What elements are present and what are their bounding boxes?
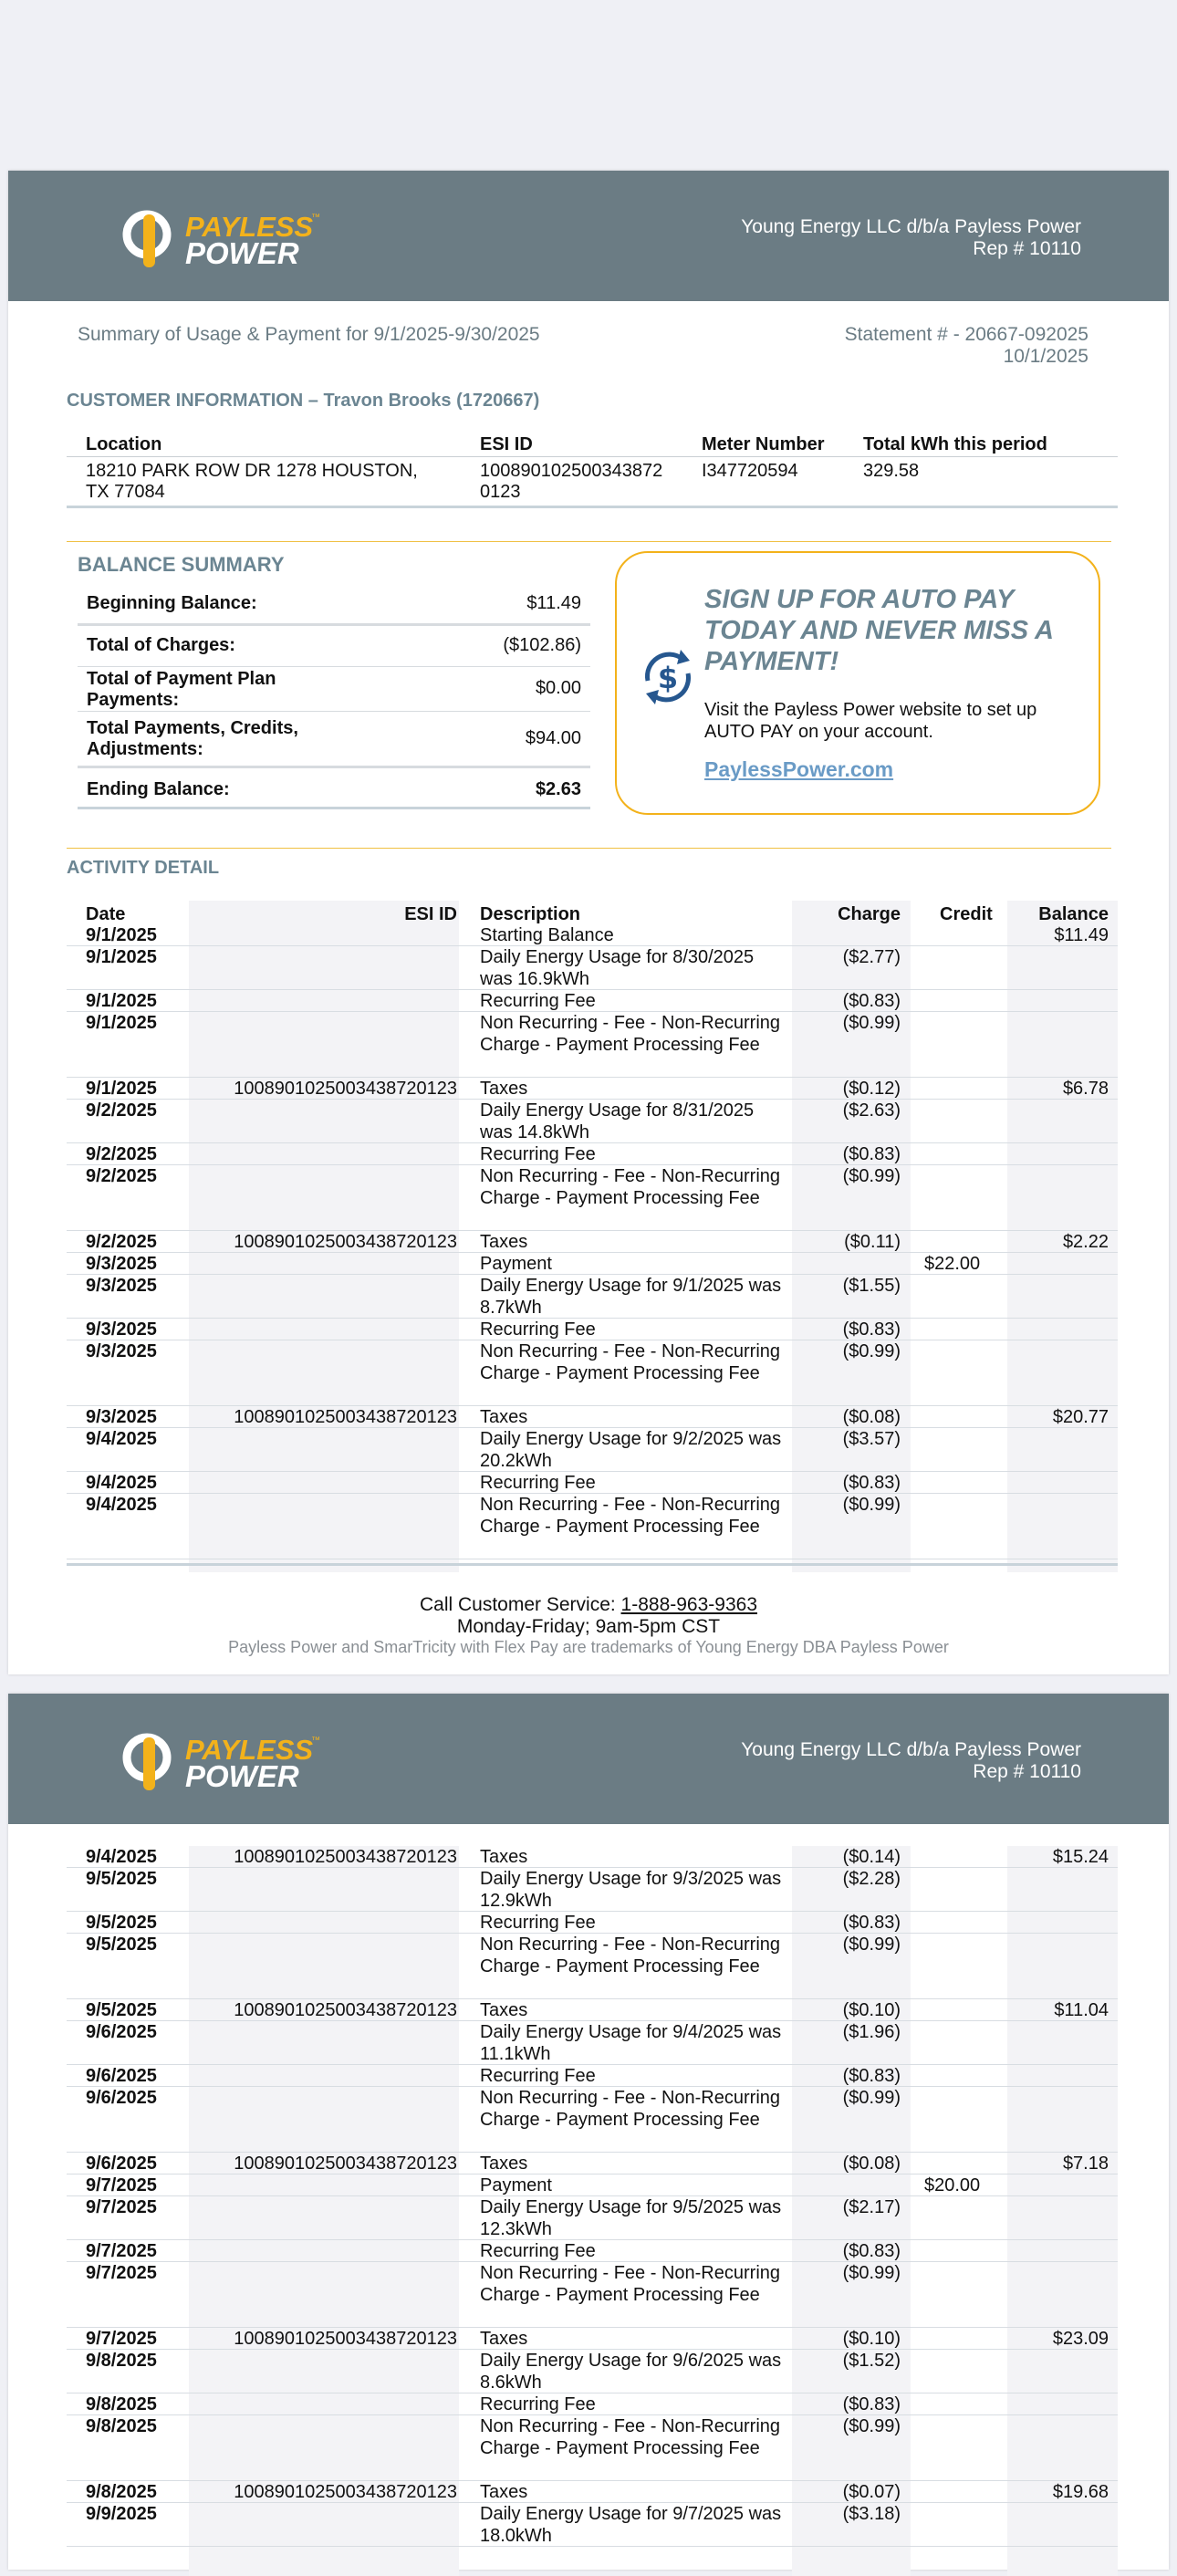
row-esi-id: 1008901025003438720123 [234,2482,457,2502]
table-row [67,2503,1118,2547]
row-charge: ($0.14) [842,1847,901,1867]
row-charge: ($2.17) [842,2197,901,2217]
row-charge: ($0.99) [842,1935,901,1955]
table-row [67,1934,1118,1999]
row-date: 9/7/2025 [86,2263,157,2283]
row-date: 9/5/2025 [86,1869,157,1889]
row-description: Taxes [480,1847,528,1867]
table-row [67,2262,1118,2328]
row-description: Starting Balance [480,925,614,945]
row-date: 9/7/2025 [86,2329,157,2349]
activity-header-row [67,901,1118,924]
summary-title: Summary of Usage & Payment for 9/1/2025-9/30/2025 [78,324,540,345]
table-row [67,2065,1118,2087]
table-row [67,1846,1118,1868]
call-label: Call Customer Service: [419,1594,621,1615]
row-date: 9/1/2025 [86,991,157,1011]
row-date: 9/7/2025 [86,2197,157,2217]
table-row [67,2328,1118,2350]
table-row [67,1078,1118,1100]
payless-website-link[interactable]: PaylessPower.com [704,757,894,781]
row-description: Non Recurring - Fee - Non-Recurring Charge - Payment Processing Fee [480,1935,781,1976]
total-charges-value: ($102.86) [503,635,581,655]
row-date: 9/1/2025 [86,925,157,945]
location-value [86,461,418,503]
row-date: 9/4/2025 [86,1429,157,1449]
row-description: Recurring Fee [480,1473,596,1493]
col-total-kwh: Total kWh this period [863,434,1047,454]
row-charge: ($0.83) [842,1319,901,1340]
table-row [67,990,1118,1012]
payless-power-logo [120,205,339,271]
dollar-cycle-icon [635,644,701,710]
table-row [67,2153,1118,2174]
table-row [67,1231,1118,1253]
row-description: Taxes [480,2000,528,2020]
svg-text:PAYLESS: PAYLESS [185,211,314,243]
statement-page-1 [8,171,1169,1674]
row-description: Taxes [480,2482,528,2502]
row-charge: ($0.07) [842,2482,901,2502]
row-description: Taxes [480,1407,528,1427]
activity-table-page-2 [67,1846,1118,2576]
row-charge: ($0.99) [842,2416,901,2436]
row-description: Recurring Fee [480,2066,596,2086]
row-date: 9/2/2025 [86,1232,157,1252]
payment-plan-value: $0.00 [535,678,581,698]
row-date: 9/7/2025 [86,2175,157,2195]
table-row [67,1012,1118,1078]
row-date: 9/9/2025 [86,2504,157,2524]
row-date: 9/5/2025 [86,2000,157,2020]
activity-rows-page-1 [67,924,1118,1559]
location-line-2: TX 77084 [86,482,165,502]
payment-plan-label: Total of Payment Plan Payments: [87,669,276,710]
table-row [67,2087,1118,2153]
location-line-1: 18210 PARK ROW DR 1278 HOUSTON, [86,461,418,481]
row-charge: ($0.83) [842,991,901,1011]
esi-line-1: 100890102500343872 [480,461,663,481]
row-date: 9/8/2025 [86,2482,157,2502]
row-description: Recurring Fee [480,2394,596,2414]
row-charge: ($0.83) [842,1144,901,1164]
row-charge: ($0.99) [842,1013,901,1033]
row-description: Payment [480,2175,552,2195]
row-date: 9/4/2025 [86,1847,157,1867]
table-row [67,2021,1118,2065]
page-header [8,1694,1169,1824]
row-esi-id: 1008901025003438720123 [234,1079,457,1099]
row-credit: $22.00 [924,1254,981,1274]
row-date: 9/8/2025 [86,2351,157,2371]
table-row [67,1253,1118,1275]
row-charge: ($3.57) [842,1429,901,1449]
col-credit: Credit [940,904,993,924]
activity-detail-title: ACTIVITY DETAIL [67,858,220,878]
company-name: Young Energy LLC d/b/a Payless Power [741,1739,1081,1760]
statement-number: Statement # - 20667-092025 [844,324,1088,345]
page-header [8,171,1169,301]
row-date: 9/3/2025 [86,1407,157,1427]
row-description: Daily Energy Usage for 9/2/2025 was 20.2kWh [480,1429,782,1471]
balance-summary-table [78,585,590,809]
customer-service-phone-link[interactable]: 1-888-963-9363 [620,1594,757,1615]
col-esi-id: ESI ID [480,434,533,454]
table-row [67,1472,1118,1494]
row-charge: ($0.99) [842,1495,901,1515]
row-esi-id: 1008901025003438720123 [234,2329,457,2349]
row-date: 9/6/2025 [86,2066,157,2086]
row-date: 9/1/2025 [86,1079,157,1099]
row-charge: ($2.63) [842,1100,901,1121]
row-charge: ($3.18) [842,2504,901,2524]
table-row [67,2393,1118,2415]
row-description: Taxes [480,2329,528,2349]
divider [67,541,1111,542]
row-description: Daily Energy Usage for 9/4/2025 was 11.1kWh [480,2022,782,2064]
row-description: Recurring Fee [480,1144,596,1164]
col-meter-number: Meter Number [702,434,825,454]
svg-text:™: ™ [311,1736,320,1746]
row-esi-id: 1008901025003438720123 [234,1407,457,1427]
row-charge: ($0.10) [842,2000,901,2020]
row-charge: ($0.83) [842,2394,901,2414]
row-description: Non Recurring - Fee - Non-Recurring Charge - Payment Processing Fee [480,2263,781,2305]
divider [67,1563,1118,1566]
autopay-promo [615,551,1100,815]
table-row [67,1143,1118,1165]
row-credit: $20.00 [924,2175,981,2195]
row-description: Non Recurring - Fee - Non-Recurring Charge - Payment Processing Fee [480,2416,781,2458]
table-row [67,1999,1118,2021]
row-description: Recurring Fee [480,2241,596,2261]
row-description: Recurring Fee [480,991,596,1011]
row-charge: ($0.99) [842,2088,901,2108]
table-row [67,1275,1118,1319]
svg-text:POWER: POWER [185,236,299,270]
col-charge: Charge [838,904,901,924]
beginning-balance-label: Beginning Balance: [87,593,257,613]
row-date: 9/3/2025 [86,1276,157,1296]
row-description: Taxes [480,1232,528,1252]
row-date: 9/5/2025 [86,1913,157,1933]
row-description: Payment [480,1254,552,1274]
row-charge: ($1.96) [842,2022,901,2042]
support-hours: Monday-Friday; 9am-5pm CST [456,1616,721,1637]
statement-page-2 [8,1694,1169,2570]
row-esi-id: 1008901025003438720123 [234,2154,457,2174]
row-description: Non Recurring - Fee - Non-Recurring Charge - Payment Processing Fee [480,1341,781,1383]
payless-power-logo [120,1728,339,1794]
row-balance: $20.77 [1052,1407,1109,1427]
row-charge: ($0.83) [842,1913,901,1933]
customer-info-table [67,433,1118,502]
total-charges-label: Total of Charges: [87,635,235,655]
col-date: Date [86,904,126,924]
row-balance: $19.68 [1052,2482,1109,2502]
table-row [67,2350,1118,2393]
row-description: Taxes [480,2154,528,2174]
ending-balance-value: $2.63 [535,779,581,799]
table-row [67,946,1118,990]
row-date: 9/8/2025 [86,2416,157,2436]
divider [67,848,1111,849]
row-description: Daily Energy Usage for 8/30/2025 was 16.9kWh [480,947,755,989]
row-charge: ($1.55) [842,1276,901,1296]
row-charge: ($1.52) [842,2351,901,2371]
row-balance: $6.78 [1062,1079,1109,1099]
row-charge: ($0.08) [842,2154,901,2174]
ending-balance-label: Ending Balance: [87,779,230,799]
row-charge: ($0.83) [842,2066,901,2086]
row-charge: ($0.10) [842,2329,901,2349]
table-row [67,2415,1118,2481]
row-esi-id: 1008901025003438720123 [234,1847,457,1867]
page-footer [8,1594,1169,1657]
table-row [67,1319,1118,1340]
table-row [67,1912,1118,1934]
row-date: 9/5/2025 [86,1935,157,1955]
row-description: Daily Energy Usage for 9/7/2025 was 18.0kWh [480,2504,782,2546]
table-row [67,2174,1118,2196]
row-description: Daily Energy Usage for 9/5/2025 was 12.3kWh [480,2197,782,2239]
row-date: 9/4/2025 [86,1495,157,1515]
row-date: 9/3/2025 [86,1319,157,1340]
row-description: Recurring Fee [480,1319,596,1340]
row-description: Non Recurring - Fee - Non-Recurring Charge - Payment Processing Fee [480,1166,781,1208]
row-description: Daily Energy Usage for 8/31/2025 was 14.8kWh [480,1100,755,1142]
company-name: Young Energy LLC d/b/a Payless Power [741,216,1081,237]
total-kwh-value: 329.58 [863,461,920,481]
table-row [67,1165,1118,1231]
row-description: Daily Energy Usage for 9/1/2025 was 8.7kWh [480,1276,782,1318]
row-date: 9/2/2025 [86,1166,157,1186]
table-row [67,1100,1118,1143]
table-row [67,1868,1118,1912]
table-row [67,2240,1118,2262]
row-charge: ($2.28) [842,1869,901,1889]
row-esi-id: 1008901025003438720123 [234,2000,457,2020]
row-date: 9/6/2025 [86,2154,157,2174]
statement-date: 10/1/2025 [1003,346,1088,367]
row-balance: $2.22 [1062,1232,1109,1252]
svg-text:™: ™ [311,213,320,223]
row-description: Taxes [480,1079,528,1099]
payments-credits-label: Total Payments, Credits, Adjustments: [87,718,298,759]
table-row [67,2481,1118,2503]
table-row [67,1406,1118,1428]
beginning-balance-value: $11.49 [526,593,581,613]
divider [67,506,1118,508]
row-date: 9/2/2025 [86,1144,157,1164]
row-description: Non Recurring - Fee - Non-Recurring Charge - Payment Processing Fee [480,2088,781,2130]
col-balance: Balance [1038,904,1109,924]
autopay-title: SIGN UP FOR AUTO PAY TODAY AND NEVER MISS A PAYMENT! [704,585,1053,676]
balance-summary-title: BALANCE SUMMARY [78,553,285,576]
trademark-notice: Payless Power and SmarTricity with Flex Pay are trademarks of Young Energy DBA Payless Power [228,1638,949,1656]
row-date: 9/2/2025 [86,1100,157,1121]
row-balance: $7.18 [1062,2154,1109,2174]
svg-text:$: $ [657,661,679,695]
svg-text:PAYLESS: PAYLESS [185,1734,314,1766]
row-date: 9/7/2025 [86,2241,157,2261]
col-description: Description [480,904,581,924]
row-description: Daily Energy Usage for 9/6/2025 was 8.6kWh [480,2351,782,2393]
row-description: Non Recurring - Fee - Non-Recurring Charge - Payment Processing Fee [480,1013,781,1055]
esi-id-value [480,461,662,503]
row-charge: ($0.99) [842,1341,901,1361]
customer-info-title: CUSTOMER INFORMATION – Travon Brooks (1720667) [67,391,540,411]
row-charge: ($0.99) [842,2263,901,2283]
table-row [67,1494,1118,1559]
row-description: Daily Energy Usage for 9/3/2025 was 12.9kWh [480,1869,782,1911]
row-date: 9/3/2025 [86,1254,157,1274]
row-description: Non Recurring - Fee - Non-Recurring Charge - Payment Processing Fee [480,1495,781,1537]
row-charge: ($0.83) [842,2241,901,2261]
row-charge: ($0.11) [844,1232,901,1252]
row-date: 9/1/2025 [86,1013,157,1033]
col-location: Location [86,434,162,454]
table-row [67,2196,1118,2240]
rep-number: Rep # 10110 [973,1761,1081,1782]
table-row [67,924,1118,946]
row-date: 9/4/2025 [86,1473,157,1493]
row-balance: $11.04 [1054,2000,1109,2020]
meter-number-value: I347720594 [702,461,798,481]
row-date: 9/3/2025 [86,1341,157,1361]
activity-rows-page-2 [67,1846,1118,2547]
row-date: 9/6/2025 [86,2022,157,2042]
table-row [67,1340,1118,1406]
row-balance: $23.09 [1052,2329,1109,2349]
row-date: 9/6/2025 [86,2088,157,2108]
row-charge: ($2.77) [842,947,901,967]
row-date: 9/8/2025 [86,2394,157,2414]
row-charge: ($0.08) [842,1407,901,1427]
row-charge: ($0.99) [842,1166,901,1186]
autopay-text: Visit the Payless Power website to set up AUTO PAY on your account. [704,700,1037,742]
table-row [67,1428,1118,1472]
payments-credits-value: $94.00 [525,728,581,748]
row-charge: ($0.83) [842,1473,901,1493]
row-description: Recurring Fee [480,1913,596,1933]
row-esi-id: 1008901025003438720123 [234,1232,457,1252]
rep-number: Rep # 10110 [973,238,1081,259]
svg-text:POWER: POWER [185,1759,299,1793]
row-balance: $11.49 [1054,925,1109,945]
row-balance: $15.24 [1052,1847,1109,1867]
esi-line-2: 0123 [480,482,521,502]
row-date: 9/1/2025 [86,947,157,967]
col-esi-id: ESI ID [404,904,457,924]
row-charge: ($0.12) [842,1079,901,1099]
